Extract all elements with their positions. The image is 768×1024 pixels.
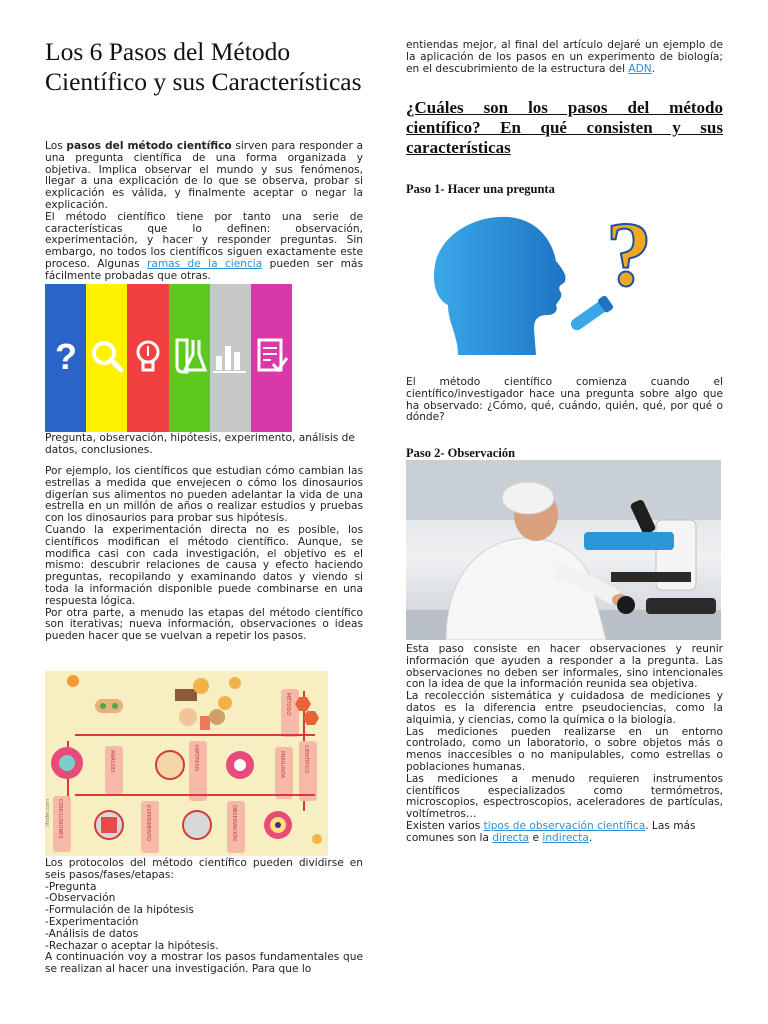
step2-paragraph-3: Las mediciones pueden realizarse en un entorno controlado, como un laboratorio, o sobre objetos más o menos inaccesibles o no manipulables, como estrellas o poblaciones humanas. (406, 725, 723, 773)
right-continuation-text (406, 40, 723, 75)
lab-scene-graphic (406, 460, 721, 640)
paragraph-example: Por ejemplo, los científicos que estudian cómo cambian las estrellas a medida que envejecen o cómo los dinosaurios digerían sus alimentos no pueden adelantar la vida de una estrella en un millón de años o realizar estudios y pruebas con los dinosaurios para probar sus hipótesis. (45, 465, 363, 525)
banner-band-3 (127, 284, 168, 432)
step2-paragraph-1: Esta paso consiste en hacer observaciones y reunir información que ayuden a responder a la pregunta. Las observaciones no deben ser informales, sino intencionales con la idea de que la información reunida sea objetiva. (406, 643, 723, 691)
paragraph-iterative: Por otra parte, a menudo las etapas del método científico son iterativas; nueva información, observaciones o ideas pueden hacer que se vuelvan a repetir los pasos. (45, 606, 363, 643)
intro-post: sirven para responder a una pregunta científica de una forma organizada y objetiva. Implica observar el mundo y sus fenómenos, llegar a una explicación de lo que se observa, probar si explicación es válida, y finalmente aceptar o negar la explicación. (45, 140, 363, 211)
step-list-item: -Formulación de la hipótesis (45, 904, 194, 917)
infographic-label-analisis: ANÁLISIS (109, 750, 115, 773)
p2-post: pueden ser más fácilmente probadas que otras. (45, 257, 363, 282)
svg-text:?: ? (54, 336, 77, 376)
banner-caption: Pregunta, observación, hipótesis, experimento, análisis de datos, conclusiones. (45, 432, 355, 456)
cont-pre: entiendas mejor, al final del artículo dejaré un ejemplo de la aplicación de los pasos en un experimento de biología; en el descubrimiento de la estructura del (406, 39, 723, 75)
cont-post: . (651, 62, 656, 75)
step-list-item: -Observación (45, 892, 116, 905)
flask-icon (169, 336, 209, 380)
banner-band-1 (45, 284, 86, 432)
intro-text (45, 141, 363, 283)
left-body-text (45, 466, 363, 643)
scientist-microscope-photo (406, 460, 721, 640)
step-list-item: -Rechazar o aceptar la hipótesis. (45, 939, 219, 952)
step-list-item: -Análisis de datos (45, 927, 139, 940)
infographic-label-pregunta: PREGUNTA (279, 751, 285, 779)
paragraph-modification: Cuando la experimentación directa no es posible, los científicos modifican el método científico. Aunque, se modifica casi con cada investigación, el objetivo es el mismo: descubrir relaciones de causa y efecto haciendo preguntas, recopilando y examinando datos y viendo si toda la información disponible puede combinarse en una respuesta lógica. (45, 523, 363, 607)
question-icon (46, 336, 86, 380)
step-list-item: -Experimentación (45, 915, 139, 928)
section-heading: ¿Cuáles son los pasos del método científico? En qué consisten y sus características (406, 98, 723, 157)
p5-pre: Existen varios (406, 819, 484, 832)
p5-and: e (529, 831, 543, 844)
link-adn[interactable]: ADN (628, 62, 652, 75)
magnifier-icon (87, 336, 127, 380)
link-directa[interactable]: directa (492, 831, 530, 844)
infographic-label-experimento: EXPERIMENTO (145, 805, 151, 841)
paragraph-continuation: A continuación voy a mostrar los pasos fundamentales que se realizan al hacer una investigación. Para que lo (45, 951, 363, 976)
link-indirecta[interactable]: indirecta (542, 831, 589, 844)
infographic-label-conclusiones: CONCLUSIONES (57, 799, 63, 839)
banner-band-2 (86, 284, 127, 432)
step2-title: Paso 2- Observación (406, 446, 516, 460)
infographic-label-observacion: OBSERVACIÓN (231, 805, 237, 841)
infographic-watermark: lifeder.com (45, 799, 51, 827)
head-silhouette-graphic (418, 205, 682, 363)
banner-band-6 (251, 284, 292, 432)
infographic-label-metodo: MÉTODO (285, 693, 291, 716)
step1-title: Paso 1- Hacer una pregunta (406, 182, 555, 196)
step-list-item: -Pregunta (45, 880, 97, 893)
banner-band-5 (210, 284, 251, 432)
checklist-icon (251, 336, 291, 380)
question-head-image (418, 205, 682, 363)
article-title: Los 6 Pasos del Método Científico y sus Características (45, 37, 362, 96)
step2-paragraph-2: La recolección sistemática y cuidadosa de mediciones y datos es la diferencia entre pseudociencias, como la alquimia, y ciencias, como la química o la biología. (406, 690, 723, 726)
intro-pre: Los (45, 140, 67, 152)
link-tipos-observacion[interactable]: tipos de observación científica (483, 819, 646, 832)
step1-text: El método científico comienza cuando el científico/investigador hace una pregunta sobre algo que ha observado: ¿Cómo, qué, cuándo, quién, qué, por qué o dónde? (406, 376, 723, 424)
scientific-method-infographic (45, 671, 328, 856)
intro-bold: pasos del método científico (66, 140, 232, 152)
lightbulb-icon (128, 336, 168, 380)
paragraph-characteristics (45, 212, 363, 283)
p5-post: . (588, 831, 593, 844)
bar-chart-icon (210, 336, 250, 380)
p2-pre: El método científico tiene por tanto una serie de características que lo definen: observación, experimentación, y hacer y responder preguntas. Sin embargo, no todos los científicos siguen exactamente este proceso. Algunas (45, 210, 363, 270)
steps-banner-image (45, 284, 292, 432)
p5-mid: . Las más comunes son la (406, 819, 696, 844)
paragraph-adn (406, 40, 723, 75)
paragraph-protocols: Los protocolos del método científico pueden dividirse en seis pasos/fases/etapas: (45, 857, 363, 881)
step2-paragraph-5 (406, 821, 723, 845)
svg-text:?: ? (606, 205, 652, 305)
link-ramas-ciencia[interactable]: ramas de la ciencia (146, 257, 263, 270)
step2-text (406, 644, 723, 845)
infographic-label-hipotesis: HIPÓTESIS (193, 745, 199, 772)
banner-band-4 (169, 284, 210, 432)
intro-paragraph (45, 141, 363, 212)
left-bottom-text (45, 858, 363, 976)
step2-paragraph-4: Las mediciones a menudo requieren instrumentos científicos especializados como termómetros, microscopios, espectroscopios, aceleradores de partículas, voltímetros… (406, 772, 723, 821)
infographic-label-cientifico: CIENTÍFICO (303, 745, 309, 774)
